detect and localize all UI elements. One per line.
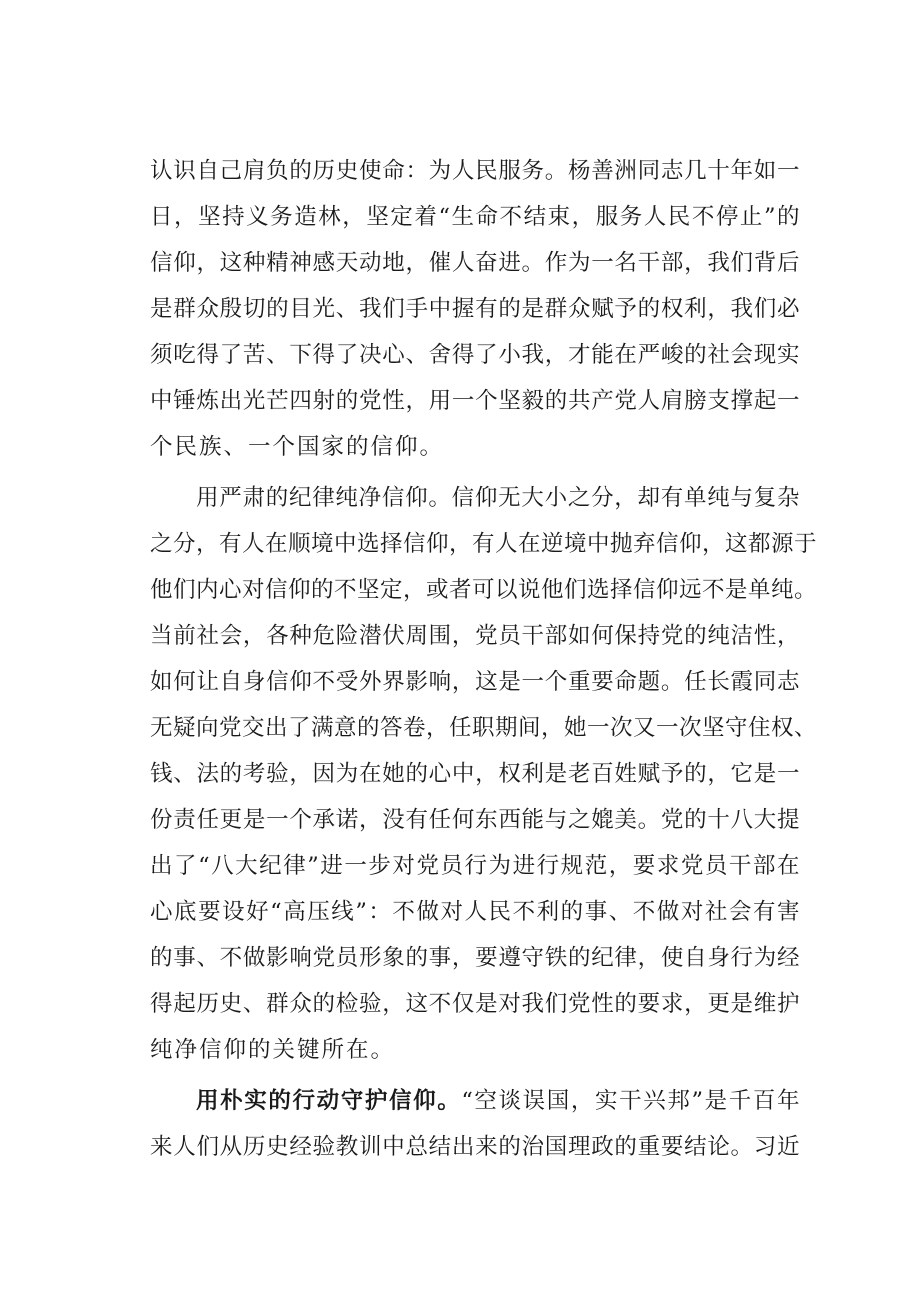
paragraph-2 [150,475,818,1073]
paragraph-line: 得起历史、群众的检验，这不仅是对我们党性的要求，更是维护 [150,991,800,1017]
paragraph-line: 须吃得了苦、下得了决心、舍得了小我，才能在严峻的社会现实 [150,342,800,368]
paragraph-line [150,1078,800,1124]
paragraph-line: 的事、不做影响党员形象的事，要遵守铁的纪律，使自身行为经 [150,945,800,971]
paragraph-line: 当前社会，各种危险潜伏周围，党员干部如何保持党的纯洁性， [150,623,800,649]
paragraph-line: 纯净信仰的关键所在。 [150,1037,396,1063]
paragraph-line: 个民族、一个国家的信仰。 [150,434,445,460]
paragraph-line: 如何让自身信仰不受外界影响，这是一个重要命题。任长霞同志 [150,669,800,695]
paragraph-line: 来人们从历史经验教训中总结出来的治国理政的重要结论。习近 [150,1134,800,1160]
paragraph-line: 无疑向党交出了满意的答卷，任职期间，她一次又一次坚守住权、 [150,715,818,741]
paragraph-line: 之分，有人在顺境中选择信仰，有人在逆境中抛弃信仰，这都源于 [150,531,818,557]
paragraph-line: 出了“八大纪律”进一步对党员行为进行规范，要求党员干部在 [150,853,800,879]
paragraph-line: 信仰，这种精神感天动地，催人奋进。作为一名干部，我们背后 [150,250,800,276]
paragraph-3 [150,1078,800,1170]
paragraph-line: 日，坚持义务造林，坚定着“生命不结束，服务人民不停止”的 [150,204,800,230]
paragraph-line: 钱、法的考验，因为在她的心中，权利是老百姓赋予的，它是一 [150,761,800,787]
paragraph-text: “空谈误国，实干兴邦”是千百年 [461,1088,800,1114]
paragraph-line: 他们内心对信仰的不坚定，或者可以说他们选择信仰远不是单纯。 [150,577,818,603]
paragraph-line: 用严肃的纪律纯净信仰。信仰无大小之分，却有单纯与复杂 [196,485,800,511]
paragraph-line: 中锤炼出光芒四射的党性，用一个坚毅的共产党人肩膀支撑起一 [150,388,800,414]
paragraph-line: 认识自己肩负的历史使命：为人民服务。杨善洲同志几十年如一 [150,158,800,184]
document-body [150,148,818,1170]
paragraph-line: 是群众殷切的目光、我们手中握有的是群众赋予的权利，我们必 [150,296,800,322]
paragraph-heading: 用朴实的行动守护信仰。 [196,1088,462,1114]
paragraph-line: 份责任更是一个承诺，没有任何东西能与之媲美。党的十八大提 [150,807,800,833]
paragraph-1 [150,148,800,470]
paragraph-line: 心底要设好“高压线”：不做对人民不利的事、不做对社会有害 [150,899,800,925]
